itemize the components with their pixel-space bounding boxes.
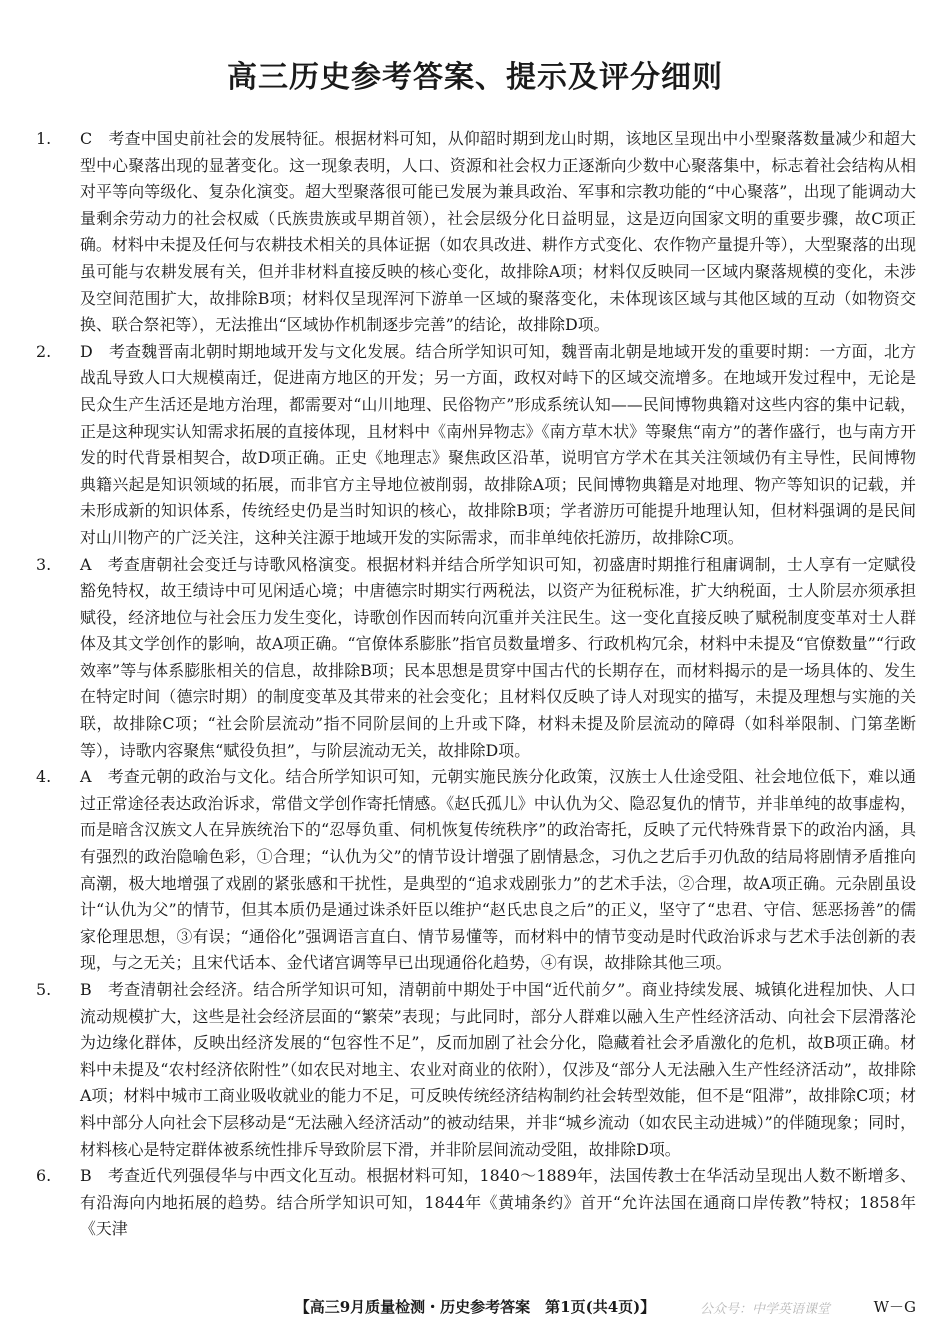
item-answer: A	[80, 767, 92, 787]
answer-item-6	[36, 1163, 916, 1243]
item-number: 1.	[36, 129, 52, 148]
item-explanation: 考查魏晋南北朝时期地域开发与文化发展。结合所学知识可知，魏晋南北朝是地域开发的重要时期：一方面，北方战乱导致人口大规模南迁，促进南方地区的开发；另一方面，政权对峙下的区域交流增多。在地域开发过程中，无论是民众生产生活还是地方治理，都需要对“山川地理、民俗物产”形成系统认知——民间博物典籍对这些内容的集中记载，正是这种现实认知需求拓展的直接体现，且材料中《南州异物志》《南方草木状》等聚焦“南方”的著作盛行，也与南方开发的时代背景相契合，故D项正确。正史《地理志》聚焦政区沿革，说明官方学术在其关注领域仍有主导性，民间博物典籍兴起是知识领域的拓展，而非官方主导地位被削弱，故排除A项；民间博物典籍是对地理、物产等知识的记载，并未形成新的知识体系，传统经史仍是当时知识的核心，故排除B项；学者游历可能提升地理认知，但材料强调的是民间对山川物产的广泛关注，这种关注源于地域开发的实际需求，而非单纯依托游历，故排除C项。	[80, 341, 916, 547]
item-explanation: 考查中国史前社会的发展特征。根据材料可知，从仰韶时期到龙山时期，该地区呈现出中小型聚落数量减少和超大型中心聚落出现的显著变化。这一现象表明，人口、资源和社会权力正逐渐向少数中心聚落集中，标志着社会结构从相对平等向等级化、复杂化演变。超大型聚落很可能已发展为兼具政治、军事和宗教功能的“中心聚落”，出现了能调动大量剩余劳动力的社会权威（氏族贵族或早期首领），社会层级分化日益明显，这是迈向国家文明的重要步骤，故C项正确。材料中未提及任何与农耕技术相关的具体证据（如农具改进、耕作方式变化、农作物产量提升等），大型聚落的出现虽可能与农耕发展有关，但并非材料直接反映的核心变化，故排除A项；材料仅反映同一区域内聚落规模的变化，未涉及空间范围扩大，故排除B项；材料仅呈现浑河下游单一区域的聚落变化，未体现该区域与其他区域的互动（如物资交换、联合祭祀等），无法推出“区域协作机制逐步完善”的结论，故排除D项。	[80, 129, 916, 335]
footer-code: W－G	[873, 1298, 916, 1316]
item-explanation: 考查元朝的政治与文化。结合所学知识可知，元朝实施民族分化政策，汉族士人仕途受阻、社会地位低下，难以通过正常途径表达政治诉求，常借文学创作寄托情感。《赵氏孤儿》中认仇为父、隐忍复仇的情节，并非单纯的故事虚构，而是暗含汉族文人在异族统治下的“忍辱负重、伺机恢复传统秩序”的政治寄托，反映了元代特殊背景下的政治内涵，具有强烈的政治隐喻色彩，①合理；“认仇为父”的情节设计增强了剧情悬念，习仇之艺后手刃仇敌的结局将剧情矛盾推向高潮，极大地增强了戏剧的紧张感和干扰性，是典型的“追求戏剧张力”的艺术手法，②合理，故A项正确。元杂剧虽设计“认仇为父”的情节，但其本质仍是通过诛杀奸臣以维护“赵氏忠良之后”的正义，坚守了“忠君、守信、惩恶扬善”的儒家伦理思想，③有误；“通俗化”强调语言直白、情节易懂等，而材料中的情节变动是时代政治诉求与艺术手法创新的表现，与之无关；且宋代话本、金代诸宫调等早已出现通俗化趋势，④有误，故排除其他三项。	[80, 767, 916, 973]
item-number: 2.	[36, 341, 52, 361]
answer-item-2	[36, 339, 916, 552]
item-number: 5.	[36, 980, 52, 999]
item-explanation: 考查清朝社会经济。结合所学知识可知，清朝前中期处于中国“近代前夕”。商业持续发展、城镇化进程加快、人口流动规模扩大，这些是社会经济层面的“繁荣”表现；与此同时，部分人群难以融入生产性经济活动、向社会下层滑落沦为边缘化群体，反映出经济发展的“包容性不足”，反而加剧了社会分化，隐藏着社会矛盾激化的危机，故B项正确。材料中未提及“农村经济依附性”（如农民对地主、农业对商业的依附），仅涉及“部分人无法融入生产性经济活动”，故排除A项；材料中城市工商业吸收就业的能力不足，可反映传统经济结构制约社会转型效能，但不是“阻滞”，故排除C项；材料中部分人向社会下层移动是“无法融入经济活动”的被动结果，并非“城乡流动（如农民主动进城）”的伴随现象；同时，材料核心是特定群体被系统性排斥导致阶层下滑，并非阶层间流动受阻，故排除D项。	[80, 980, 916, 1159]
footer-watermark: 公众号：中学英语课堂	[700, 1302, 831, 1317]
item-explanation: 考查近代列强侵华与中西文化互动。根据材料可知，1840～1889年，法国传教士在华活动呈现出人数不断增多、有沿海向内地拓展的趋势。结合所学知识可知，1844年《黄埔条约》首开“允许法国在通商口岸传教”特权；1858年《天津	[80, 1166, 916, 1239]
item-answer: B	[80, 980, 92, 999]
page-footer	[0, 1294, 950, 1324]
footer-page-info: 【高三9月质量检测・历史参考答案 第1页(共4页)】	[294, 1298, 656, 1316]
answer-item-3	[36, 552, 916, 765]
page-title: 高三历史参考答案、提示及评分细则	[227, 60, 723, 95]
item-number: 3.	[36, 554, 52, 574]
answer-item-4	[36, 764, 916, 977]
answer-list	[36, 126, 916, 1243]
item-answer: D	[80, 341, 93, 361]
item-explanation: 考查唐朝社会变迁与诗歌风格演变。根据材料并结合所学知识可知，初盛唐时期推行租庸调制，士人享有一定赋役豁免特权，故王绩诗中可见闲适心境；中唐德宗时期实行两税法，以资产为征税标准，扩大纳税面，士人阶层亦须承担赋役，经济地位与社会压力发生变化，诗歌创作因而转向沉重并关注民生。这一变化直接反映了赋税制度变革对士人群体及其文学创作的影响，故A项正确。“官僚体系膨胀”指官员数量增多、行政机构冗余，材料中未提及“官僚数量”“行政效率”等与体系膨胀相关的信息，故排除B项；民本思想是贯穿中国古代的长期存在，而材料揭示的是一场具体的、发生在特定时间（德宗时期）的制度变革及其带来的社会变化；且材料仅反映了诗人对现实的描写，未提及理想与实施的关联，故排除C项；“社会阶层流动”指不同阶层间的上升或下降，材料未提及阶层流动的障碍（如科举限制、门第垄断等），诗歌内容聚焦“赋役负担”，与阶层流动无关，故排除D项。	[80, 554, 916, 760]
item-answer: A	[80, 554, 92, 574]
item-number: 6.	[36, 1166, 52, 1186]
answer-item-5	[36, 977, 916, 1163]
item-number: 4.	[36, 767, 52, 787]
item-answer: C	[80, 129, 93, 148]
answer-item-1	[36, 126, 916, 339]
item-answer: B	[80, 1166, 92, 1186]
